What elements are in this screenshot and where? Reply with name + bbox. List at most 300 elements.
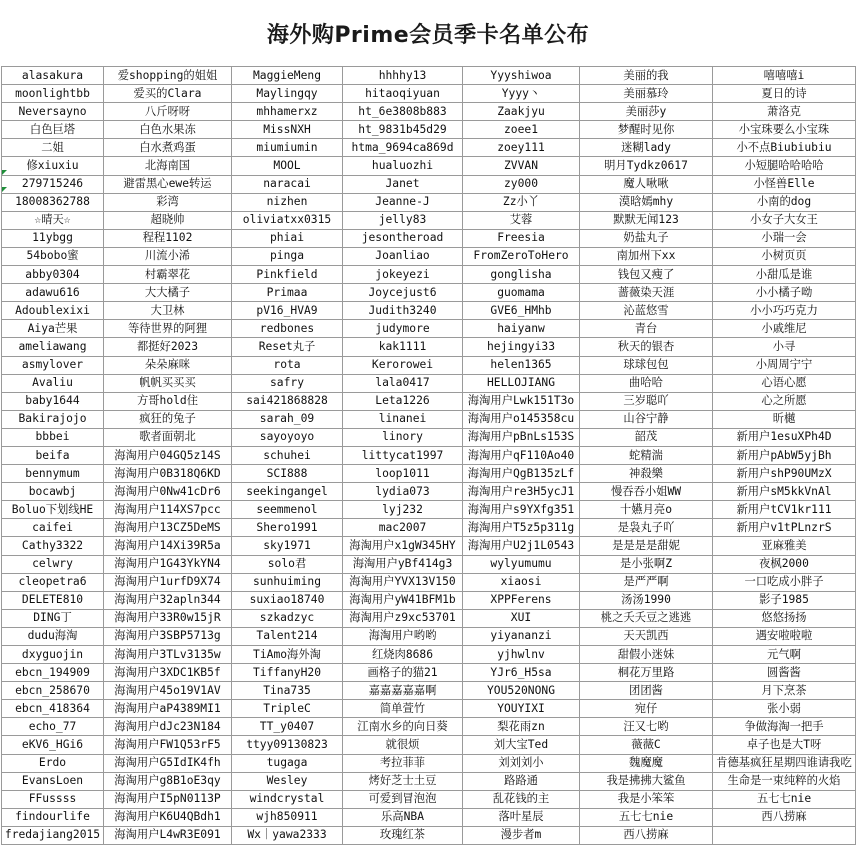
member-name-cell: baby1644 (2, 392, 104, 410)
member-name-cell: 疯狂的兔子 (104, 410, 232, 428)
table-row (2, 519, 856, 537)
member-name-cell: Boluo下划线HE (2, 501, 104, 519)
member-name-cell: 漠晗嫣mhy (580, 193, 713, 211)
table-row (2, 591, 856, 609)
member-name-cell: 路路通 (463, 772, 580, 790)
member-name-cell: suxiao18740 (232, 591, 343, 609)
member-name-cell: 艾蓉 (463, 211, 580, 229)
table-row (2, 682, 856, 700)
member-name-cell: 白色巨塔 (2, 121, 104, 139)
table-row (2, 121, 856, 139)
member-name-cell: MOOL (232, 157, 343, 175)
member-name-cell: Shero1991 (232, 519, 343, 537)
member-name-cell: moonlightbb (2, 85, 104, 103)
member-name-cell: 新用户sM5kkVnAl (713, 483, 856, 501)
member-name-cell: 是小张啊Z (580, 555, 713, 573)
member-name-cell: Joycejust6 (343, 284, 463, 302)
member-name-cell: Adoublexixi (2, 302, 104, 320)
member-name-cell: sarah_09 (232, 410, 343, 428)
member-name-cell: 方哥hold住 (104, 392, 232, 410)
member-name-cell: 五七七nie (580, 808, 713, 826)
table-row (2, 85, 856, 103)
table-row (2, 664, 856, 682)
member-name-cell: 歌者面朝北 (104, 428, 232, 446)
member-name-cell: hhhhy13 (343, 67, 463, 85)
member-name-cell: 钱包又瘦了 (580, 266, 713, 284)
table-row (2, 103, 856, 121)
member-name-cell: 白色水果冻 (104, 121, 232, 139)
member-name-cell: guomama (463, 284, 580, 302)
table-row (2, 446, 856, 464)
table-row (2, 573, 856, 591)
member-name-cell: 是袅丸子吖 (580, 519, 713, 537)
member-name-cell: hualuozhi (343, 157, 463, 175)
member-name-cell: ht_6e3808b883 (343, 103, 463, 121)
member-name-cell: 曲哈哈 (580, 374, 713, 392)
member-name-cell: 红烧肉8686 (343, 646, 463, 664)
member-name-cell: 山谷宁静 (580, 410, 713, 428)
member-name-cell: 海淘用户32apln344 (104, 591, 232, 609)
member-name-cell: zoey111 (463, 139, 580, 157)
member-name-cell: 海淘用户re3H5ycJ1 (463, 483, 580, 501)
table-row (2, 356, 856, 374)
member-name-cell: Aiya芒果 (2, 320, 104, 338)
member-name-cell: 大大橘子 (104, 284, 232, 302)
member-name-cell: 简单萱竹 (343, 700, 463, 718)
member-name-cell: Joanliao (343, 247, 463, 265)
member-name-cell: Yyyy丶 (463, 85, 580, 103)
member-name-cell: EvansLoen (2, 772, 104, 790)
member-name-cell: lydia073 (343, 483, 463, 501)
member-name-cell: 落叶星辰 (463, 808, 580, 826)
member-name-cell (713, 826, 856, 844)
member-name-cell: 桃之夭夭豆之逃逃 (580, 609, 713, 627)
member-name-cell: alasakura (2, 67, 104, 85)
member-name-cell: adawu616 (2, 284, 104, 302)
member-name-cell: seemmenol (232, 501, 343, 519)
member-name-cell: 天天凯西 (580, 627, 713, 645)
member-name-cell: 月下烹茶 (713, 682, 856, 700)
member-name-cell: 五七七nie (713, 790, 856, 808)
member-name-cell: Tina735 (232, 682, 343, 700)
table-row (2, 157, 856, 175)
member-list-body (2, 67, 856, 845)
member-name-cell: 心语心愿 (713, 374, 856, 392)
member-name-cell: jesontheroad (343, 229, 463, 247)
member-name-cell: Reset丸子 (232, 338, 343, 356)
member-name-cell: 海淘用户T5z5p311g (463, 519, 580, 537)
member-name-cell: 影子1985 (713, 591, 856, 609)
member-name-cell: 小戚维尼 (713, 320, 856, 338)
member-name-cell: 海淘用户33R0w15jR (104, 609, 232, 627)
member-name-cell: 魔人啾啾 (580, 175, 713, 193)
member-name-cell: findourlife (2, 808, 104, 826)
member-name-cell: dxyguojin (2, 646, 104, 664)
member-name-cell: 慢吞吞小姐WW (580, 483, 713, 501)
member-name-cell: 小甜瓜是谁 (713, 266, 856, 284)
table-row (2, 700, 856, 718)
member-name-cell: 新用户pAbW5yjBh (713, 446, 856, 464)
table-row (2, 772, 856, 790)
member-name-cell: phiai (232, 229, 343, 247)
member-name-cell: pinga (232, 247, 343, 265)
table-row (2, 320, 856, 338)
table-row (2, 826, 856, 844)
table-row (2, 537, 856, 555)
member-name-cell: 默默无闻123 (580, 211, 713, 229)
cell-comment-marker (2, 170, 7, 175)
table-row (2, 338, 856, 356)
member-name-cell: 小树页页 (713, 247, 856, 265)
member-name-cell: sayoyoyo (232, 428, 343, 446)
member-name-cell: TT_y0407 (232, 718, 343, 736)
member-name-cell: 小瑞一会 (713, 229, 856, 247)
member-name-cell: gonglisha (463, 266, 580, 284)
member-name-cell: sai421868828 (232, 392, 343, 410)
member-name-cell: 奶盐丸子 (580, 229, 713, 247)
member-name-cell: 小小橘子呦 (713, 284, 856, 302)
table-row (2, 175, 856, 193)
member-name-cell: TiffanyH20 (232, 664, 343, 682)
member-name-cell: Zz小丫 (463, 193, 580, 211)
member-name-cell: YOU520NONG (463, 682, 580, 700)
member-name-cell: 青台 (580, 320, 713, 338)
member-name-cell: asmylover (2, 356, 104, 374)
member-name-cell: 圆酱酱 (713, 664, 856, 682)
member-name-cell: Wx｜yawa2333 (232, 826, 343, 844)
member-name-cell: 新用户v1tPLnzrS (713, 519, 856, 537)
member-name-cell: 海淘用户3SBP5713g (104, 627, 232, 645)
member-name-cell: 沁蓝悠雪 (580, 302, 713, 320)
member-name-cell: 爱买的Clara (104, 85, 232, 103)
table-row (2, 555, 856, 573)
member-name-cell: 漫步者m (463, 826, 580, 844)
member-name-cell: helen1365 (463, 356, 580, 374)
member-name-cell: Talent214 (232, 627, 343, 645)
member-name-cell: GVE6_HMhb (463, 302, 580, 320)
member-name-cell: 海淘用户dJc23N184 (104, 718, 232, 736)
member-name-cell: 八斤呀呀 (104, 103, 232, 121)
member-name-cell: 海淘用户pBnLs153S (463, 428, 580, 446)
member-name-cell: 甜假小迷妹 (580, 646, 713, 664)
member-name-cell: 三岁聪吖 (580, 392, 713, 410)
member-name-cell: ttyy09130823 (232, 736, 343, 754)
table-row (2, 67, 856, 85)
member-name-cell: HELLOJIANG (463, 374, 580, 392)
table-row (2, 718, 856, 736)
member-name-cell: FromZeroToHero (463, 247, 580, 265)
member-name-cell: 海淘用户s9YXfg351 (463, 501, 580, 519)
member-name-cell: ebcn_258670 (2, 682, 104, 700)
member-name-cell: 秋天的银杏 (580, 338, 713, 356)
member-name-cell: MaggieMeng (232, 67, 343, 85)
member-name-cell: mac2007 (343, 519, 463, 537)
member-name-cell: ebcn_194909 (2, 664, 104, 682)
member-name-cell: htma_9694ca869d (343, 139, 463, 157)
table-row (2, 302, 856, 320)
member-name-cell: 西八捞麻 (713, 808, 856, 826)
table-row (2, 139, 856, 157)
member-name-cell: 薇薇C (580, 736, 713, 754)
member-name-cell: ht_9831b45d29 (343, 121, 463, 139)
member-name-cell: szkadzyc (232, 609, 343, 627)
member-name-cell: 我是拂拂大鲨鱼 (580, 772, 713, 790)
member-name-cell: 小不点Biubiubiu (713, 139, 856, 157)
member-name-cell: redbones (232, 320, 343, 338)
member-name-cell: 小南的dog (713, 193, 856, 211)
member-name-cell: 可爱到冒泡泡 (343, 790, 463, 808)
member-name-cell: Kerorowei (343, 356, 463, 374)
member-name-cell: 海淘用户0B318Q6KD (104, 465, 232, 483)
member-name-cell: hejingyi33 (463, 338, 580, 356)
member-name-cell: Primaa (232, 284, 343, 302)
member-name-cell: 海淘用户14Xi39R5a (104, 537, 232, 555)
member-name-cell: 18008362788 (2, 193, 104, 211)
member-name-cell: Cathy3322 (2, 537, 104, 555)
member-name-cell: bbbei (2, 428, 104, 446)
member-name-cell: lala0417 (343, 374, 463, 392)
member-name-cell: wjh850911 (232, 808, 343, 826)
member-name-cell: 就很烦 (343, 736, 463, 754)
member-name-cell: naracai (232, 175, 343, 193)
member-name-cell: 新用户shP90UMzX (713, 465, 856, 483)
member-name-cell: 海淘用户13CZ5DeMS (104, 519, 232, 537)
member-name-cell: pV16_HVA9 (232, 302, 343, 320)
member-name-cell: bocawbj (2, 483, 104, 501)
member-name-cell: 海淘用户QgB135zLf (463, 465, 580, 483)
member-name-cell: 小周周宁宁 (713, 356, 856, 374)
member-name-cell: yjhwlnv (463, 646, 580, 664)
member-name-cell: linanei (343, 410, 463, 428)
member-name-cell: 刘大宝Ted (463, 736, 580, 754)
member-name-cell: 嘻嘻嘻i (713, 67, 856, 85)
member-name-cell: 考拉菲菲 (343, 754, 463, 772)
member-name-cell: 明月Tydkz0617 (580, 157, 713, 175)
member-name-cell: judymore (343, 320, 463, 338)
member-name-cell: 梨花雨zn (463, 718, 580, 736)
member-name-cell: 乱花钱的主 (463, 790, 580, 808)
table-row (2, 808, 856, 826)
table-row (2, 754, 856, 772)
member-name-cell: 是是是是甜妮 (580, 537, 713, 555)
member-name-cell: 美丽的我 (580, 67, 713, 85)
member-name-cell: ☆晴天☆ (2, 211, 104, 229)
table-row (2, 284, 856, 302)
member-name-cell: 卓子也是大T呀 (713, 736, 856, 754)
member-name-cell: 小小巧巧克力 (713, 302, 856, 320)
member-name-cell: yiyananzi (463, 627, 580, 645)
member-name-cell: 桐花万里路 (580, 664, 713, 682)
member-name-cell: 海淘用户Lwk151T3o (463, 392, 580, 410)
member-name-cell: ameliawang (2, 338, 104, 356)
member-name-cell: safry (232, 374, 343, 392)
member-name-cell: 都挺好2023 (104, 338, 232, 356)
member-name-cell: 彩湾 (104, 193, 232, 211)
member-name-cell: 美丽莎y (580, 103, 713, 121)
member-name-cell: nizhen (232, 193, 343, 211)
member-name-cell: cleopetra6 (2, 573, 104, 591)
member-name-cell: 修xiuxiu (2, 157, 104, 175)
member-name-cell: Wesley (232, 772, 343, 790)
member-name-cell: 白水煮鸡蛋 (104, 139, 232, 157)
table-row (2, 247, 856, 265)
member-name-cell: solo君 (232, 555, 343, 573)
member-name-cell: 汪又七哟 (580, 718, 713, 736)
member-name-cell: 韶茂 (580, 428, 713, 446)
member-name-cell: Zaakjyu (463, 103, 580, 121)
member-name-cell: YJr6_H5sa (463, 664, 580, 682)
member-name-cell: 海淘用户I5pN0113P (104, 790, 232, 808)
member-name-cell: 画格子的猫21 (343, 664, 463, 682)
member-name-cell: 海淘用户z9xc53701 (343, 609, 463, 627)
member-name-cell: rota (232, 356, 343, 374)
member-name-cell: 萧洛克 (713, 103, 856, 121)
member-name-cell: 汤汤1990 (580, 591, 713, 609)
member-name-cell: 爱shopping的姐姐 (104, 67, 232, 85)
member-name-cell: 海淘用户45o19V1AV (104, 682, 232, 700)
member-name-cell: sunhuiming (232, 573, 343, 591)
member-name-cell: 大卫林 (104, 302, 232, 320)
member-name-cell: 昕樾 (713, 410, 856, 428)
member-name-cell: jelly83 (343, 211, 463, 229)
member-name-cell: 海淘用户yBf414g3 (343, 555, 463, 573)
member-name-cell: 11ybgg (2, 229, 104, 247)
member-name-cell: windcrystal (232, 790, 343, 808)
member-name-cell: 二姐 (2, 139, 104, 157)
page-title: 海外购Prime会员季卡名单公布 (266, 22, 590, 48)
member-name-cell: 迷糊lady (580, 139, 713, 157)
member-name-cell: 蛇精湍 (580, 446, 713, 464)
member-name-cell: 海淘用户o145358cu (463, 410, 580, 428)
member-name-cell: 梦醒时见你 (580, 121, 713, 139)
member-name-cell: Pinkfield (232, 266, 343, 284)
member-name-cell: XPPFerens (463, 591, 580, 609)
member-name-cell: dudu海淘 (2, 627, 104, 645)
member-name-cell: 279715246 (2, 175, 104, 193)
member-name-cell: bennymum (2, 465, 104, 483)
member-name-cell: 村霸翠花 (104, 266, 232, 284)
member-name-cell: XUI (463, 609, 580, 627)
member-name-cell: 球球包包 (580, 356, 713, 374)
table-row (2, 374, 856, 392)
member-name-cell: 烤好芝士土豆 (343, 772, 463, 790)
member-name-cell: haiyanw (463, 320, 580, 338)
member-name-cell: caifei (2, 519, 104, 537)
member-name-cell: 帆帆买买买 (104, 374, 232, 392)
member-name-cell: 嘉嘉嘉嘉嘉啊 (343, 682, 463, 700)
table-row (2, 627, 856, 645)
member-name-cell: Janet (343, 175, 463, 193)
member-name-cell: Maylingqy (232, 85, 343, 103)
member-name-cell: oliviatxx0315 (232, 211, 343, 229)
member-name-cell: 我是小笨笨 (580, 790, 713, 808)
table-row (2, 428, 856, 446)
member-name-cell: Avaliu (2, 374, 104, 392)
member-name-cell: hitaoqiyuan (343, 85, 463, 103)
member-name-cell: 海淘用户1urfD9X74 (104, 573, 232, 591)
member-name-cell: 海淘用户114XS7pcc (104, 501, 232, 519)
member-name-cell: zy000 (463, 175, 580, 193)
member-name-cell: 小寻 (713, 338, 856, 356)
member-name-cell: 夏日的诗 (713, 85, 856, 103)
table-row (2, 483, 856, 501)
member-name-cell: 小短腿哈哈哈哈 (713, 157, 856, 175)
member-name-cell: 肯德基疯狂星期四谁请我吃 (713, 754, 856, 772)
member-name-cell: 朵朵麻咪 (104, 356, 232, 374)
table-row (2, 193, 856, 211)
member-name-cell: 海淘用户aP4389MI1 (104, 700, 232, 718)
member-name-cell: DING丁 (2, 609, 104, 627)
cell-comment-marker (2, 187, 7, 192)
member-name-cell: 小女子大女王 (713, 211, 856, 229)
member-name-cell: 海淘用户G5IdIK4fh (104, 754, 232, 772)
table-row (2, 229, 856, 247)
member-name-cell: 海淘用户U2j1L0543 (463, 537, 580, 555)
member-name-cell: 西八捞麻 (580, 826, 713, 844)
member-name-cell: 海淘用户L4wR3E091 (104, 826, 232, 844)
member-name-cell: 小怪兽Elle (713, 175, 856, 193)
member-name-cell: 川流小浠 (104, 247, 232, 265)
member-name-cell: Jeanne-J (343, 193, 463, 211)
member-name-cell: 心之所愿 (713, 392, 856, 410)
member-name-cell: SCI888 (232, 465, 343, 483)
member-name-cell: 遇安啦啦啦 (713, 627, 856, 645)
member-name-cell: kak1111 (343, 338, 463, 356)
member-name-cell: echo_77 (2, 718, 104, 736)
member-name-cell: 新用户tCV1kr111 (713, 501, 856, 519)
member-name-cell: 亚麻雅美 (713, 537, 856, 555)
member-name-cell: 十嬿月亮o (580, 501, 713, 519)
member-name-cell: 海淘用户哟哟 (343, 627, 463, 645)
member-name-cell: 江南水乡的向日葵 (343, 718, 463, 736)
member-name-cell: DELETE810 (2, 591, 104, 609)
member-name-cell: 张小弱 (713, 700, 856, 718)
member-name-cell: 一口吃成小胖子 (713, 573, 856, 591)
table-row (2, 790, 856, 808)
member-name-cell: 海淘用户3TLv3135w (104, 646, 232, 664)
member-name-cell: miumiumin (232, 139, 343, 157)
table-row (2, 501, 856, 519)
member-name-cell: 海淘用户g8B1oE3qy (104, 772, 232, 790)
member-name-cell: wylyumumu (463, 555, 580, 573)
member-name-cell: 54bobo蜜 (2, 247, 104, 265)
member-name-cell: tugaga (232, 754, 343, 772)
member-name-cell: abby0304 (2, 266, 104, 284)
member-name-cell: 海淘用户qF110Ao40 (463, 446, 580, 464)
table-row (2, 609, 856, 627)
member-name-cell: YOUYIXI (463, 700, 580, 718)
table-row (2, 465, 856, 483)
member-name-cell: 超晓帅 (104, 211, 232, 229)
member-name-cell: 小宝珠要么小宝珠 (713, 121, 856, 139)
member-name-cell: beifa (2, 446, 104, 464)
table-row (2, 392, 856, 410)
member-name-cell: ebcn_418364 (2, 700, 104, 718)
member-name-cell: 乐高NBA (343, 808, 463, 826)
member-name-cell: 魏魔魔 (580, 754, 713, 772)
member-name-cell: 悠悠扬扬 (713, 609, 856, 627)
table-row (2, 736, 856, 754)
member-name-cell: linory (343, 428, 463, 446)
member-name-cell: 海淘用户0Nw41cDr6 (104, 483, 232, 501)
member-name-cell: FFussss (2, 790, 104, 808)
member-name-cell: Erdo (2, 754, 104, 772)
member-name-cell: 南加州下xx (580, 247, 713, 265)
member-name-cell: 团团酱 (580, 682, 713, 700)
member-name-cell: 是严严啊 (580, 573, 713, 591)
member-name-cell: 避雷黑心ewe转运 (104, 175, 232, 193)
member-name-cell: xiaosi (463, 573, 580, 591)
